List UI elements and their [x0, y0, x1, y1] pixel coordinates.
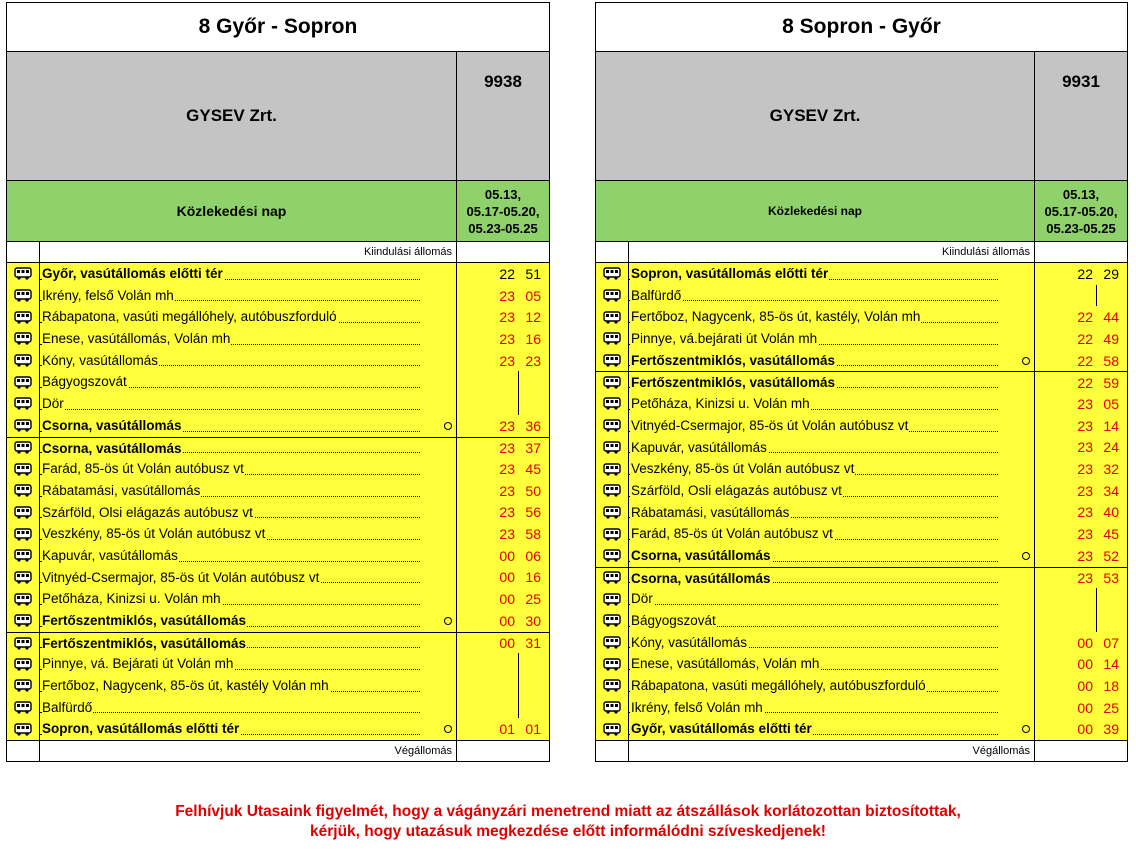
time-hour: 00 [499, 591, 515, 608]
bus-icon [603, 354, 621, 367]
leader-dots [629, 300, 998, 301]
transfer-circle-icon [1022, 725, 1030, 733]
bus-icon [603, 701, 621, 714]
day-line: 05.13, [484, 186, 522, 202]
bus-icon [603, 549, 621, 562]
time-minute: 45 [1103, 526, 1119, 543]
stop-row [7, 567, 549, 589]
transfer-circle-icon [1022, 552, 1030, 560]
time-hour: 23 [1077, 526, 1093, 543]
stop-row [596, 437, 1127, 459]
bus-icon [603, 571, 621, 584]
time-hour: 23 [499, 439, 515, 456]
stop-row [596, 588, 1127, 610]
stop-name: Farád, 85-ös út Volán autóbusz vt [42, 461, 244, 477]
day-line: 05.17-05.20, [466, 203, 540, 219]
time-hour: 23 [1077, 439, 1093, 456]
time-hour: 00 [1077, 699, 1093, 716]
start-station-label: Kiindulási állomás [629, 242, 1035, 262]
stop-row [7, 328, 549, 350]
bus-icon [603, 723, 621, 736]
bus-icon [14, 571, 32, 584]
stop-name: Sopron, vasútállomás előtti tér [631, 266, 829, 281]
stop-row [596, 675, 1127, 697]
time-hour: 22 [1077, 265, 1093, 282]
transfer-circle-icon [1022, 357, 1030, 365]
stop-name: Fertőszentmiklós, vasútállomás [42, 635, 247, 651]
start-label-row [596, 242, 1127, 263]
stop-name: Veszkény, 85-ös út Volán autóbusz vt [631, 461, 855, 477]
stop-name: Kóny, vasútállomás [42, 352, 159, 368]
time-hour: 23 [1077, 461, 1093, 478]
stop-name: Győr, vasútállomás előtti tér [42, 266, 223, 281]
stop-name: Rábapatona, vasúti megállóhely, autóbuszforduló [42, 309, 337, 325]
stop-name: Sopron, vasútállomás előtti tér [42, 721, 240, 737]
stop-name: Csorna, vasútállomás [631, 570, 771, 586]
stop-row [7, 610, 549, 632]
stop-name: Vitnyéd-Csermajor, 85-ös út Volán autóbusz vt [631, 417, 909, 433]
bus-icon [603, 419, 621, 432]
operating-days-label: Közlekedési nap [7, 181, 457, 241]
time-hour: 00 [499, 569, 515, 586]
stop-name: Kóny, vasútállomás [631, 634, 748, 650]
stop-row [596, 697, 1127, 719]
stop-name: Enese, vasútállomás, Volán mh [42, 331, 231, 347]
day-line: 05.17-05.20, [1044, 203, 1118, 219]
time-hour: 22 [499, 265, 515, 282]
bus-icon [14, 614, 32, 627]
timetable-gyor-sopron [6, 2, 550, 762]
time-minute: 24 [1103, 439, 1119, 456]
stop-row [7, 523, 549, 545]
time-hour: 01 [499, 721, 515, 738]
stop-name: Szárföld, Osli elágazás autóbusz vt [631, 482, 842, 498]
bus-icon [14, 354, 32, 367]
pass-through-line [518, 675, 519, 697]
time-hour: 00 [499, 547, 515, 564]
stop-name: Fertőszentmiklós, vasútállomás [631, 375, 836, 391]
time-hour: 00 [1077, 721, 1093, 738]
time-minute: 07 [1103, 634, 1119, 651]
time-minute: 53 [1103, 569, 1119, 586]
time-hour: 23 [499, 526, 515, 543]
bus-icon [603, 528, 621, 541]
pass-through-line [1096, 588, 1097, 610]
bus-icon [603, 636, 621, 649]
bus-icon [14, 419, 32, 432]
operator-band [7, 52, 549, 181]
stop-list [596, 263, 1127, 741]
bus-icon [14, 397, 32, 410]
bus-icon [14, 593, 32, 606]
time-hour: 00 [1077, 656, 1093, 673]
stop-name: Bágyogszovát [42, 374, 127, 390]
time-hour: 22 [1077, 352, 1093, 369]
time-hour: 22 [1077, 330, 1093, 347]
bus-icon [14, 484, 32, 497]
time-minute: 16 [525, 569, 541, 586]
time-minute: 12 [525, 309, 541, 326]
stop-row [7, 371, 549, 393]
stop-name: Dör [631, 591, 653, 607]
bus-icon [14, 463, 32, 476]
day-line: 05.23-05.25 [1046, 220, 1116, 236]
time-minute: 01 [525, 721, 541, 738]
time-minute: 51 [525, 265, 541, 282]
start-station-label: Kiindulási állomás [40, 242, 457, 262]
stop-name: Veszkény, 85-ös út Volán autóbusz vt [42, 526, 266, 542]
notice-line: kérjük, hogy utazásuk megkezdése előtt informálódni szíveskedjenek! [310, 823, 826, 840]
stop-row [596, 285, 1127, 307]
timetable-title: 8 Győr - Sopron [7, 3, 549, 52]
bus-icon [14, 723, 32, 736]
stop-name: Vitnyéd-Csermajor, 85-ös út Volán autóbusz vt [42, 569, 320, 585]
time-hour: 22 [1077, 374, 1093, 391]
stop-name: Csorna, vasútállomás [42, 440, 182, 456]
time-hour: 00 [499, 612, 515, 629]
stop-name: Rábapatona, vasúti megállóhely, autóbuszforduló [631, 678, 926, 694]
time-minute: 58 [525, 526, 541, 543]
time-hour: 23 [1077, 547, 1093, 564]
stop-name: Petőháza, Kinizsi u. Volán mh [42, 591, 221, 607]
time-minute: 59 [1103, 374, 1119, 391]
time-minute: 14 [1103, 417, 1119, 434]
stop-row [596, 502, 1127, 524]
stop-name: Rábatamási, vasútállomás [631, 504, 790, 520]
time-minute: 14 [1103, 656, 1119, 673]
stop-row [596, 328, 1127, 350]
bus-icon [603, 376, 621, 389]
stop-name: Csorna, vasútállomás [42, 417, 182, 433]
stop-row [596, 350, 1127, 372]
bus-icon [603, 484, 621, 497]
stop-name: Pinnye, vá. Bejárati út Volán mh [42, 656, 234, 672]
stop-name: Fertőszentmiklós, vasútállomás [631, 352, 836, 368]
stop-name: Farád, 85-ös út Volán autóbusz vt [631, 526, 833, 542]
stop-name: Fertőboz, Nagycenk, 85-ös út, kastély, Volán mh [631, 309, 921, 325]
stop-name: Balfürdő [42, 699, 93, 715]
bus-icon [603, 441, 621, 454]
leader-dots [40, 409, 420, 410]
bus-icon [14, 311, 32, 324]
time-hour: 00 [1077, 634, 1093, 651]
bus-icon [603, 463, 621, 476]
stop-name: Kapuvár, vasútállomás [631, 439, 767, 455]
stop-row [7, 545, 549, 567]
time-minute: 05 [1103, 395, 1119, 412]
stop-row [7, 350, 549, 372]
operator-name: GYSEV Zrt. [596, 52, 1035, 180]
day-line: 05.23-05.25 [468, 220, 538, 236]
stop-name: Csorna, vasútállomás [631, 547, 771, 563]
stop-row [596, 523, 1127, 545]
stop-row [7, 675, 549, 697]
stop-name: Enese, vasútállomás, Volán mh [631, 656, 820, 672]
time-minute: 18 [1103, 677, 1119, 694]
time-minute: 44 [1103, 309, 1119, 326]
time-hour: 00 [499, 635, 515, 652]
time-minute: 40 [1103, 504, 1119, 521]
stop-name: Pinnye, vá.bejárati út Volán mh [631, 331, 818, 347]
time-hour: 22 [1077, 309, 1093, 326]
time-hour: 23 [1077, 482, 1093, 499]
stop-row [596, 545, 1127, 567]
stop-row [7, 458, 549, 480]
bus-icon [603, 593, 621, 606]
time-minute: 56 [525, 504, 541, 521]
bus-icon [603, 506, 621, 519]
stop-row [7, 480, 549, 502]
time-hour: 23 [499, 504, 515, 521]
train-number: 9931 [1062, 72, 1100, 91]
bus-icon [14, 289, 32, 302]
stop-row [7, 263, 549, 285]
bus-icon [14, 701, 32, 714]
time-minute: 49 [1103, 330, 1119, 347]
start-label-row [7, 242, 549, 263]
bus-icon [14, 658, 32, 671]
time-hour: 23 [499, 461, 515, 478]
time-hour: 23 [1077, 417, 1093, 434]
time-hour: 23 [499, 287, 515, 304]
stop-row [596, 632, 1127, 654]
time-hour: 23 [499, 309, 515, 326]
operating-days-value [1035, 181, 1127, 241]
time-minute: 16 [525, 330, 541, 347]
time-hour: 23 [1077, 504, 1093, 521]
stop-row [596, 263, 1127, 285]
time-minute: 30 [525, 612, 541, 629]
transfer-circle-icon [444, 617, 452, 625]
stop-row [7, 588, 549, 610]
stop-name: Petőháza, Kinizsi u. Volán mh [631, 396, 810, 412]
bus-icon [14, 376, 32, 389]
time-minute: 29 [1103, 265, 1119, 282]
bus-icon [14, 441, 32, 454]
bus-icon [14, 549, 32, 562]
stop-name: Fertőboz, Nagycenk, 85-ös út, kastély Volán mh [42, 678, 329, 694]
stop-row [7, 502, 549, 524]
time-hour: 23 [1077, 569, 1093, 586]
timetable-title: 8 Sopron - Győr [596, 3, 1127, 52]
time-hour: 23 [499, 482, 515, 499]
stop-row [596, 653, 1127, 675]
time-minute: 32 [1103, 461, 1119, 478]
notice-text [0, 802, 1136, 842]
operator-name: GYSEV Zrt. [7, 52, 457, 180]
time-minute: 34 [1103, 482, 1119, 499]
bus-icon [603, 614, 621, 627]
stop-row [7, 718, 549, 740]
stop-name: Győr, vasútállomás előtti tér [631, 721, 812, 737]
pass-through-line [518, 697, 519, 719]
stop-row [596, 480, 1127, 502]
stop-name: Balfürdő [631, 287, 682, 303]
stop-row [596, 415, 1127, 437]
bus-icon [603, 332, 621, 345]
stop-row [7, 393, 549, 415]
bus-icon [14, 267, 32, 280]
stop-row [596, 458, 1127, 480]
stop-row [7, 697, 549, 719]
stop-row [7, 632, 549, 654]
train-number: 9938 [484, 72, 522, 91]
stop-name: Kapuvár, vasútállomás [42, 547, 178, 563]
time-minute: 25 [525, 591, 541, 608]
stop-row [7, 285, 549, 307]
stop-row [7, 306, 549, 328]
bus-icon [14, 528, 32, 541]
stop-row [596, 610, 1127, 632]
stop-row [596, 718, 1127, 740]
operator-band [596, 52, 1127, 181]
time-minute: 50 [525, 482, 541, 499]
operating-days-label: Közlekedési nap [596, 181, 1035, 241]
stop-name: Dör [42, 396, 64, 412]
notice-line: Felhívjuk Utasaink figyelmét, hogy a vágányzári menetrend miatt az átszállások korlátozottan biztosítottak, [175, 803, 961, 820]
stop-row [596, 371, 1127, 393]
time-hour: 23 [1077, 395, 1093, 412]
time-minute: 31 [525, 635, 541, 652]
stop-row [7, 415, 549, 437]
stop-row [596, 567, 1127, 589]
pass-through-line [1096, 610, 1097, 632]
time-hour: 23 [499, 417, 515, 434]
time-minute: 37 [525, 439, 541, 456]
stop-name: Fertőszentmiklós, vasútállomás [42, 613, 247, 628]
time-minute: 06 [525, 547, 541, 564]
bus-icon [14, 679, 32, 692]
bus-icon [603, 397, 621, 410]
bus-icon [603, 311, 621, 324]
stop-row [7, 437, 549, 459]
time-minute: 58 [1103, 352, 1119, 369]
time-hour: 23 [499, 352, 515, 369]
bus-icon [14, 637, 32, 650]
operating-days-band [596, 181, 1127, 242]
bus-icon [603, 658, 621, 671]
pass-through-line [518, 371, 519, 393]
stop-name: Szárföld, Olsi elágazás autóbusz vt [42, 504, 253, 520]
pass-through-line [518, 393, 519, 415]
stop-name: Ikrény, felső Volán mh [631, 699, 763, 715]
end-label-row [7, 741, 549, 761]
stop-row [596, 393, 1127, 415]
transfer-circle-icon [444, 422, 452, 430]
bus-icon [14, 506, 32, 519]
time-minute: 39 [1103, 721, 1119, 738]
time-minute: 45 [525, 461, 541, 478]
end-label-row [596, 741, 1127, 761]
time-minute: 36 [525, 417, 541, 434]
time-minute: 23 [525, 352, 541, 369]
pass-through-line [518, 653, 519, 675]
stop-row [7, 653, 549, 675]
stop-name: Ikrény, felső Volán mh [42, 287, 174, 303]
stop-list [7, 263, 549, 741]
time-hour: 00 [1077, 677, 1093, 694]
stop-name: Bágyogszovát [631, 613, 716, 628]
timetable-sopron-gyor [595, 2, 1128, 762]
end-station-label: Végállomás [40, 741, 457, 761]
time-hour: 23 [499, 330, 515, 347]
leader-dots [629, 604, 998, 605]
end-station-label: Végállomás [629, 741, 1035, 761]
operating-days-band [7, 181, 549, 242]
stop-name: Rábatamási, vasútállomás [42, 482, 201, 498]
pass-through-line [1096, 285, 1097, 307]
operating-days-value [457, 181, 549, 241]
time-minute: 25 [1103, 699, 1119, 716]
time-minute: 52 [1103, 547, 1119, 564]
time-minute: 05 [525, 287, 541, 304]
bus-icon [14, 332, 32, 345]
day-line: 05.13, [1062, 186, 1100, 202]
leader-dots [40, 712, 420, 713]
bus-icon [603, 289, 621, 302]
transfer-circle-icon [444, 725, 452, 733]
bus-icon [603, 679, 621, 692]
bus-icon [603, 267, 621, 280]
stop-row [596, 306, 1127, 328]
